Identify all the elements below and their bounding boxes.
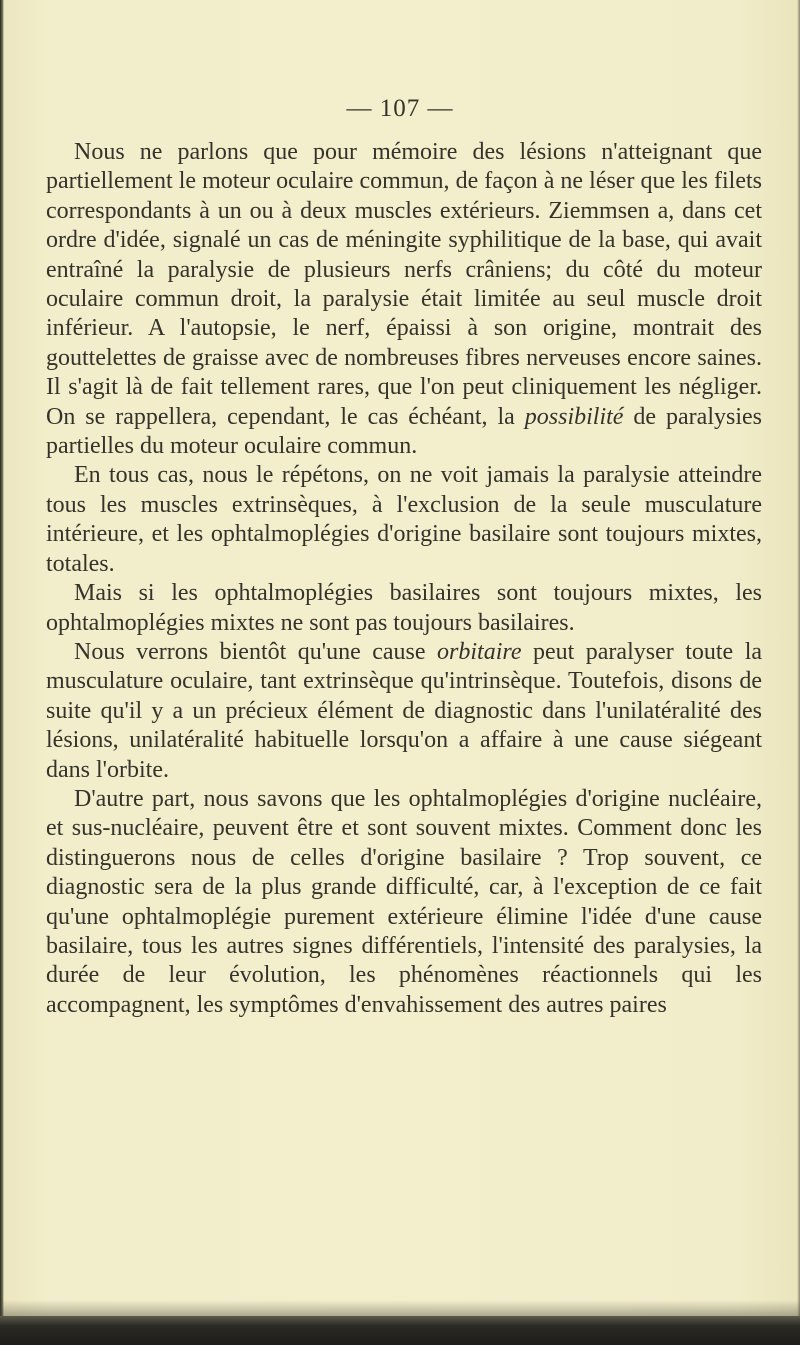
paragraph (46, 785, 762, 1020)
text-run: de paralysies partielles du moteur oculaire commun. (46, 403, 762, 460)
text-run: D'autre part, nous savons que les ophtalmoplégies d'origine nucléaire, et sus-nucléaire, peuvent être et sont souvent mixtes. Comment donc les distinguerons nous de celles d'origine basilaire ? Trop souvent, ce diagnostic sera de la plus grande difficulté, car, à l'exception de ce fait qu'une ophtalmoplégie purement extérieure élimine l'idée d'une cause basilaire, tous les autres signes différentiels, l'intensité des paralysies, la durée de leur évolution, les phénomènes réactionnels qui les accompagnent, les symptômes d'envahissement des autres paires (46, 785, 762, 1018)
italic-text: orbitaire (437, 638, 522, 665)
text-run: Nous ne parlons que pour mémoire des lésions n'atteignant que partiellement le moteur oculaire commun, de façon à ne léser que les filets correspondants à un ou à deux muscles extérieurs. Ziemmsen a, dans cet ordre d'idée, signalé un cas de méningite syphilitique de la base, qui avait entraîné la paralysie de plusieurs nerfs crâniens; du côté du moteur oculaire commun droit, la paralysie était limitée au seul muscle droit inférieur. A l'autopsie, le nerf, épaissi à son origine, montrait des gouttelettes de graisse avec de nombreuses fibres nerveuses encore saines. Il s'agit là de fait tellement rares, que l'on peut cliniquement les négliger. On se rappellera, cependant, le cas échéant, la (46, 139, 762, 430)
page-bottom-shadow (0, 1316, 800, 1345)
text-run: peut paralyser toute la musculature oculaire, tant extrinsèque qu'intrinsèque. Toutefois, disons de suite qu'il y a un précieux élément de diagnostic dans l'unilatéralité des lésions, unilatéralité habituelle lorsqu'on a affaire à une cause siégeant dans l'orbite. (46, 638, 763, 783)
paragraph (46, 461, 762, 579)
paragraph (46, 638, 762, 785)
text-run: Nous verrons bientôt qu'une cause (74, 638, 438, 665)
body-text (46, 138, 762, 1020)
page-binding-edge (0, 0, 4, 1345)
text-run: En tous cas, nous le répétons, on ne voit jamais la paralysie atteindre tous les muscles extrinsèques, à l'exclusion de la seule musculature intérieure, et les ophtalmoplégies d'origine basilaire sont toujours mixtes, totales. (46, 462, 762, 577)
paragraph (46, 138, 762, 461)
text-run: Mais si les ophtalmoplégies basilaires sont toujours mixtes, les ophtalmoplégies mixtes ne sont pas toujours basilaires. (46, 580, 762, 636)
page-number: — 107 — (346, 95, 454, 122)
paragraph (46, 579, 762, 638)
italic-text: possibilité (524, 403, 624, 430)
